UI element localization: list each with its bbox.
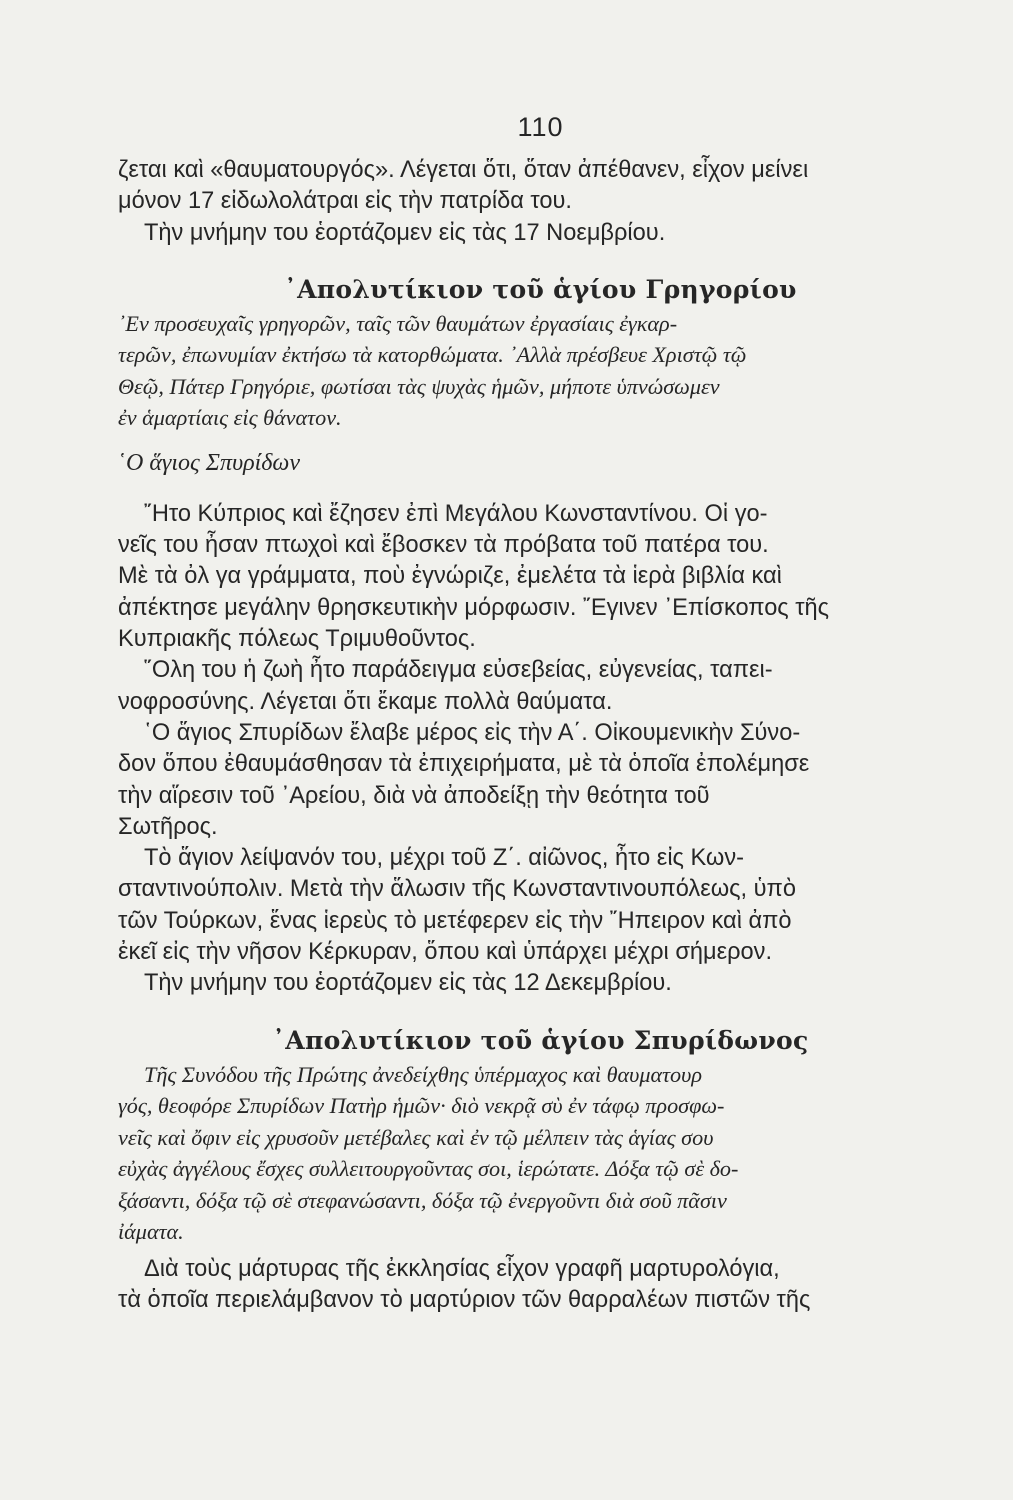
- hymn-line: τερῶν, ἐπωνυμίαν ἐκτήσω τὰ κατορθώματα. ᾿Αλλὰ πρέσβευε Χριστῷ τῷ: [118, 342, 747, 368]
- hymn-text-gregory: [118, 308, 963, 434]
- hymn-title-gregory: ᾿Απολυτίκιον τοῦ ἁγίου Γρηγορίου: [284, 274, 797, 304]
- text-line: Τὸ ἅγιον λείψανόν του, μέχρι τοῦ Ζ΄. αἰῶνος, ἦτο εἰς Κων-: [144, 845, 745, 872]
- text-line: ῞Ολη του ἡ ζωὴ ἦτο παράδειγμα εὐσεβείας, εὐγενείας, ταπει-: [144, 657, 773, 684]
- hymn-title-spyridon: ᾿Απολυτίκιον τοῦ ἁγίου Σπυρίδωνος: [272, 1025, 809, 1055]
- text-line: νεῖς του ἦσαν πτωχοὶ καὶ ἔβοσκεν τὰ πρόβατα τοῦ πατέρα του.: [118, 532, 769, 559]
- text-line: Κυπριακῆς πόλεως Τριμυθοῦντος.: [118, 626, 476, 653]
- page-number: 110: [517, 112, 564, 142]
- hymn-line: εὐχὰς ἀγγέλους ἔσχες συλλειτουργοῦντας σοι, ἱερώτατε. Δόξα τῷ σὲ δο-: [118, 1156, 739, 1182]
- text-line: Σωτῆρος.: [118, 813, 218, 840]
- intro-line-2: μόνον 17 εἰδωλολάτραι εἰς τὴν πατρίδα του.: [118, 188, 572, 215]
- closing-line-1: Διὰ τοὺς μάρτυρας τῆς ἐκκλησίας εἶχον γραφῆ μαρτυρολόγια,: [144, 1255, 780, 1282]
- text-line: ἀπέκτησε μεγάλην θρησκευτικὴν μόρφωσιν. ῎Εγινεν ᾿Επίσκοπος τῆς: [118, 594, 830, 621]
- hymn-line: ἰάματα.: [118, 1219, 184, 1245]
- text-line: σταντινούπολιν. Μετὰ τὴν ἅλωσιν τῆς Κωνσταντινουπόλεως, ὑπὸ: [118, 876, 796, 903]
- hymn-line: Θεῷ, Πάτερ Γρηγόριε, φωτίσαι τὰς ψυχὰς ἡμῶν, μήποτε ὑπνώσωμεν: [118, 373, 720, 399]
- text-line: τὴν αἵρεσιν τοῦ ᾿Αρείου, διὰ νὰ ἀποδείξῃ τὴν θεότητα τοῦ: [118, 782, 710, 809]
- paragraph-2: [118, 655, 963, 718]
- text-line: νοφροσύνης. Λέγεται ὅτι ἔκαμε πολλὰ θαύματα.: [118, 688, 613, 715]
- hymn-text-spyridon: [118, 1059, 963, 1248]
- text-line: τῶν Τούρκων, ἕνας ἱερεὺς τὸ μετέφερεν εἰς τὴν ῎Ηπειρον καὶ ἀπὸ: [118, 907, 792, 934]
- hymn-line: ἐν ἁμαρτίαις εἰς θάνατον.: [118, 405, 342, 431]
- text-line: δον ὅπου ἐθαυμάσθησαν τὰ ἐπιχειρήματα, μὲ τὰ ὁποῖα ἐπολέμησε: [118, 751, 810, 778]
- text-line: Μὲ τὰ ὀλ γα γράμματα, ποὺ ἐγνώριζε, ἐμελέτα τὰ ἱερὰ βιβλία καὶ: [118, 563, 782, 590]
- feast-date-spyridon: Τὴν μνήμην του ἑορτάζομεν εἰς τὰς 12 Δεκεμβρίου.: [144, 970, 672, 997]
- feast-date-gregory: Τὴν μνήμην του ἑορτάζομεν εἰς τὰς 17 Νοεμβρίου.: [144, 219, 666, 246]
- hymn-line: ξάσαντι, δόξα τῷ σὲ στεφανώσαντι, δόξα τῷ ἐνεργοῦντι διὰ σοῦ πᾶσιν: [118, 1187, 727, 1213]
- paragraph-1: [118, 499, 963, 655]
- closing-line-2: τὰ ὁποῖα περιελάμβανον τὸ μαρτύριον τῶν θαρραλέων πιστῶν τῆς: [118, 1286, 811, 1313]
- text-line: ῾Ο ἅγιος Σπυρίδων ἔλαβε μέρος εἰς τὴν Α΄. Οἰκουμενικὴν Σύνο-: [144, 719, 801, 746]
- intro-line-1: ζεται καὶ «θαυματουργός». Λέγεται ὅτι, ὅταν ἀπέθανεν, εἶχον μείνει: [118, 157, 809, 183]
- hymn-line: ᾿Εν προσευχαῖς γρηγορῶν, ταῖς τῶν θαυμάτων ἐργασίαις ἐγκαρ-: [118, 310, 678, 336]
- text-line: ῎Ητο Κύπριος καὶ ἔζησεν ἐπὶ Μεγάλου Κωνσταντίνου. Οἱ γο-: [144, 500, 768, 527]
- hymn-line: γός, θεοφόρε Σπυρίδων Πατὴρ ἡμῶν· διὸ νεκρᾷ σὺ ἐν τάφῳ προσφω-: [118, 1093, 725, 1119]
- hymn-line: Τῆς Συνόδου τῆς Πρώτης ἀνεδείχθης ὑπέρμαχος καὶ θαυματουρ: [144, 1061, 702, 1087]
- paragraph-4: [118, 843, 963, 968]
- text-line: ἐκεῖ εἰς τὴν νῆσον Κέρκυραν, ὅπου καὶ ὑπάρχει μέχρι σήμερον.: [118, 939, 773, 966]
- hymn-line: νεῖς καὶ ὄφιν εἰς χρυσοῦν μετέβαλες καὶ ἐν τῷ μέλπειν τὰς ἁγίας σου: [118, 1124, 714, 1150]
- section-title-spyridon: ῾Ο ἅγιος Σπυρίδων: [118, 449, 301, 476]
- book-page: [118, 112, 963, 1316]
- paragraph-3: [118, 718, 963, 843]
